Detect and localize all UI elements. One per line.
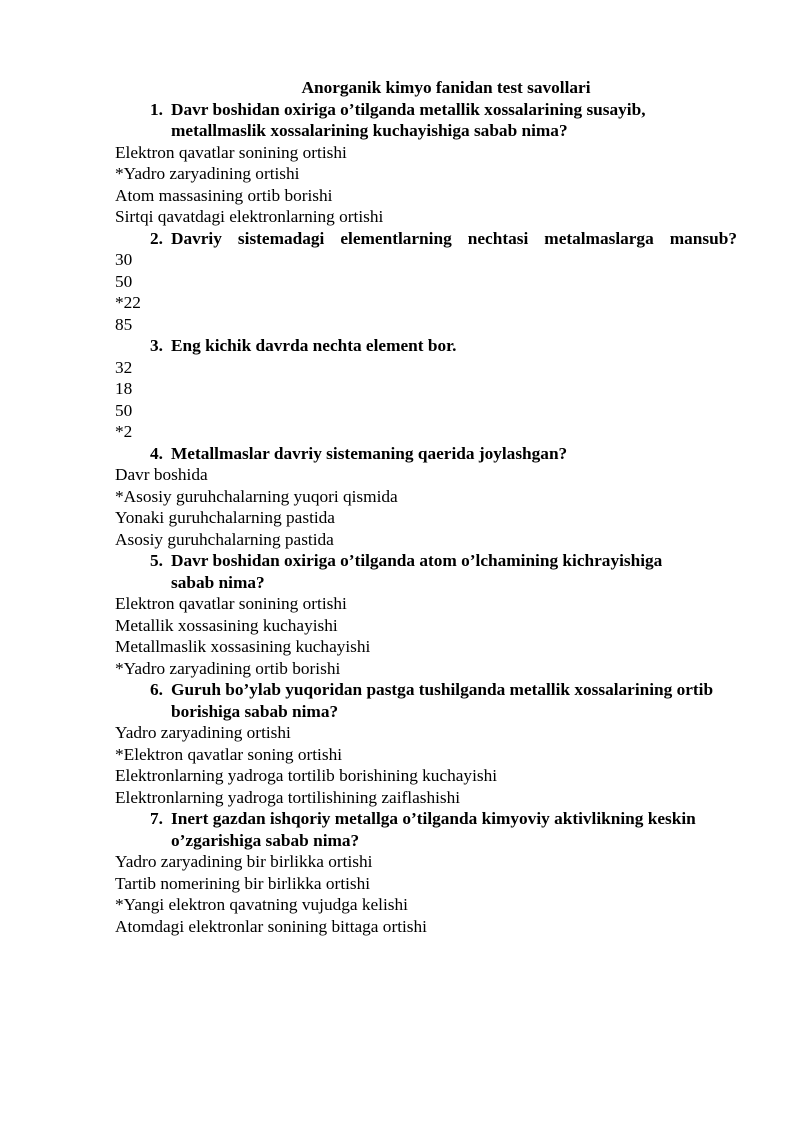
question-number: 3. (150, 336, 163, 355)
answer-option: 18 (115, 379, 133, 398)
document-page (115, 77, 737, 937)
question-block-1 (115, 99, 737, 228)
answer-option: Atom massasining ortib borishi (115, 185, 333, 205)
answer-option: Elektronlarning yadroga tortilishining zaiflashishi (115, 787, 461, 807)
question-number: 7. (150, 809, 163, 828)
answer-option: Elektronlarning yadroga tortilib borishining kuchayishi (115, 766, 498, 785)
question-heading (115, 550, 737, 593)
question-number: 2. (150, 228, 163, 248)
answer-option: 30 (115, 250, 133, 269)
answer-option: 32 (115, 357, 133, 377)
answer-options (115, 722, 737, 808)
question-block-2 (115, 228, 737, 336)
question-block-4 (115, 443, 737, 551)
question-text: Davr boshidan oxiriga o’tilganda atom o’lchamining kichrayishiga sabab nima? (171, 551, 663, 592)
question-heading (115, 228, 737, 250)
answer-option: 85 (115, 314, 133, 334)
question-number: 1. (150, 99, 163, 119)
answer-options (115, 851, 737, 937)
answer-option: *Elektron qavatlar soning ortishi (115, 744, 343, 764)
question-heading (115, 99, 737, 142)
answer-option: *2 (115, 422, 133, 441)
answer-option: *Yadro zaryadining ortib borishi (115, 658, 341, 678)
question-block-7 (115, 808, 737, 937)
answer-options (115, 464, 737, 550)
answer-option: Tartib nomerining bir birlikka ortishi (115, 873, 371, 893)
question-text: Guruh bo’ylab yuqoridan pastga tushilganda metallik xossalarining ortib borishiga sabab nima? (171, 680, 714, 721)
question-text: Davr boshidan oxiriga o’tilganda metallik xossalarining susayib, metallmaslik xossalarining kuchayishiga sabab nima? (171, 99, 646, 140)
answer-options (115, 357, 737, 443)
answer-option: Yonaki guruhchalarning pastida (115, 508, 335, 527)
question-number: 6. (150, 680, 163, 699)
answer-option: Yadro zaryadining ortishi (115, 723, 291, 742)
document-title: Anorganik kimyo fanidan test savollari (301, 78, 591, 97)
question-text: Metallmaslar davriy sistemaning qaerida joylashgan? (171, 443, 568, 463)
answer-option: Metallik xossasining kuchayishi (115, 615, 338, 635)
answer-option: Yadro zaryadining bir birlikka ortishi (115, 852, 373, 871)
question-block-3 (115, 335, 737, 443)
question-block-6 (115, 679, 737, 808)
question-heading (115, 808, 737, 851)
answer-options (115, 142, 737, 228)
answer-option: *Yadro zaryadining ortishi (115, 164, 300, 183)
question-heading (115, 679, 737, 722)
answer-option: 50 (115, 400, 133, 420)
question-heading (115, 335, 737, 357)
answer-option: *Yangi elektron qavatning vujudga kelishi (115, 895, 408, 914)
question-block-5 (115, 550, 737, 679)
question-number: 5. (150, 551, 163, 570)
answer-option: Elektron qavatlar sonining ortishi (115, 142, 347, 162)
answer-option: Metallmaslik xossasining kuchayishi (115, 637, 371, 656)
question-heading (115, 443, 737, 465)
question-text: Inert gazdan ishqoriy metallga o’tilganda kimyoviy aktivlikning keskin o’zgarishiga sabab nima? (171, 809, 696, 850)
answer-option: Atomdagi elektronlar sonining bittaga ortishi (115, 916, 427, 936)
answer-options (115, 593, 737, 679)
answer-option: Elektron qavatlar sonining ortishi (115, 594, 347, 613)
answer-option: *22 (115, 293, 141, 312)
answer-option: Sirtqi qavatdagi elektronlarning ortishi (115, 207, 384, 226)
answer-option: Davr boshida (115, 465, 208, 484)
question-text: Eng kichik davrda nechta element bor. (171, 336, 457, 355)
answer-option: *Asosiy guruhchalarning yuqori qismida (115, 486, 398, 506)
answer-options (115, 249, 737, 335)
answer-option: 50 (115, 271, 133, 291)
question-text: Davriy sistemadagi elementlarning nechtasi metalmaslarga mansub? (171, 228, 737, 248)
question-number: 4. (150, 443, 163, 463)
answer-option: Asosiy guruhchalarning pastida (115, 529, 334, 549)
